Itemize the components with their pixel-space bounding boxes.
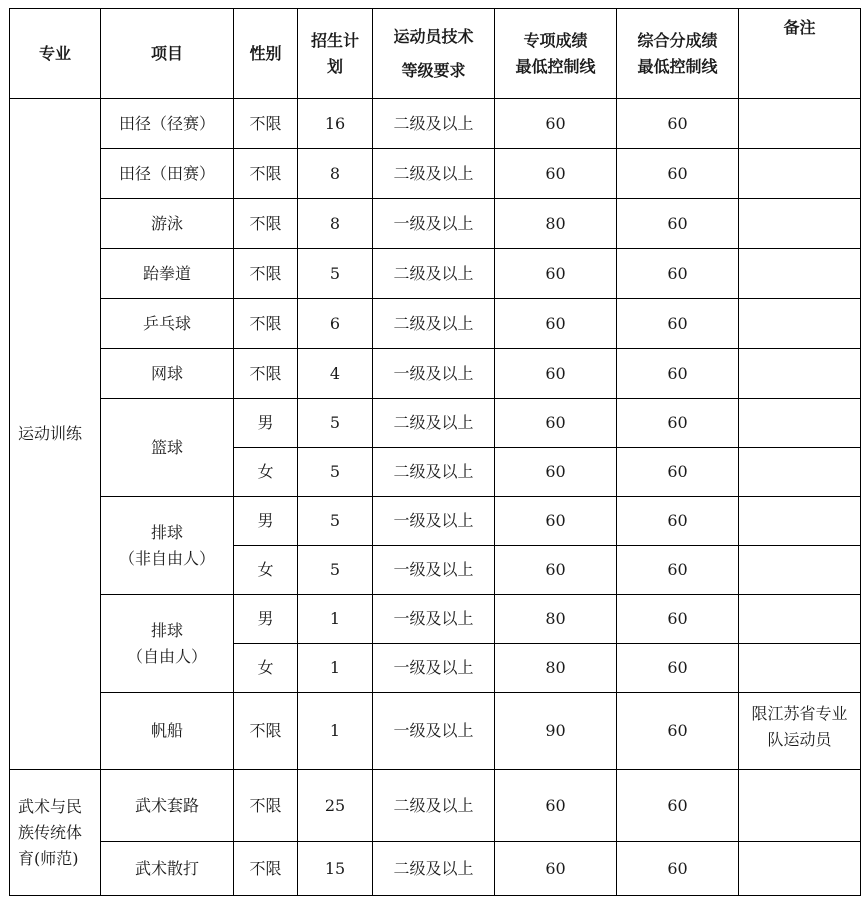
cell-project: 田径（径赛） — [101, 99, 234, 149]
table-row — [10, 770, 861, 842]
cell-remark — [739, 299, 861, 349]
header-special — [495, 9, 617, 99]
cell-gender: 男 — [234, 497, 298, 546]
cell-total: 60 — [617, 770, 739, 842]
cell-gender: 女 — [234, 644, 298, 693]
cell-level: 一级及以上 — [373, 693, 495, 770]
cell-gender: 不限 — [234, 149, 298, 199]
cell-project — [101, 497, 234, 595]
header-total-line1: 综合分成绩 — [637, 30, 718, 50]
cell-remark — [739, 595, 861, 644]
cell-plan: 8 — [298, 199, 373, 249]
major-wushu-line1: 武术与民 — [18, 796, 83, 816]
cell-project: 乒乓球 — [101, 299, 234, 349]
cell-remark — [739, 249, 861, 299]
cell-remark-line1: 限江苏省专业 — [751, 704, 848, 723]
cell-plan: 15 — [298, 842, 373, 896]
cell-special: 60 — [495, 149, 617, 199]
header-row — [10, 9, 861, 99]
cell-remark — [739, 199, 861, 249]
table-row — [10, 693, 861, 770]
cell-gender: 不限 — [234, 770, 298, 842]
cell-plan: 5 — [298, 448, 373, 497]
table-row — [10, 595, 861, 644]
cell-remark — [739, 546, 861, 595]
table-row — [10, 299, 861, 349]
cell-project: 田径（田赛） — [101, 149, 234, 199]
cell-remark — [739, 448, 861, 497]
cell-plan: 1 — [298, 693, 373, 770]
cell-level: 二级及以上 — [373, 842, 495, 896]
cell-level: 一级及以上 — [373, 199, 495, 249]
cell-special: 60 — [495, 99, 617, 149]
cell-total: 60 — [617, 644, 739, 693]
enrollment-table — [9, 8, 861, 896]
cell-project: 帆船 — [101, 693, 234, 770]
cell-plan: 1 — [298, 644, 373, 693]
cell-gender: 不限 — [234, 99, 298, 149]
cell-gender: 不限 — [234, 693, 298, 770]
cell-level: 一级及以上 — [373, 546, 495, 595]
table-row — [10, 99, 861, 149]
table-row — [10, 249, 861, 299]
cell-remark — [739, 842, 861, 896]
cell-remark — [739, 693, 861, 770]
cell-total: 60 — [617, 349, 739, 399]
cell-remark-line2: 队运动员 — [767, 730, 832, 749]
header-plan-line2: 划 — [326, 56, 343, 76]
header-level — [373, 9, 495, 99]
header-total — [617, 9, 739, 99]
cell-plan: 6 — [298, 299, 373, 349]
cell-remark — [739, 149, 861, 199]
table-row — [10, 349, 861, 399]
cell-special: 60 — [495, 399, 617, 448]
cell-total: 60 — [617, 842, 739, 896]
cell-remark — [739, 99, 861, 149]
cell-project: 跆拳道 — [101, 249, 234, 299]
cell-total: 60 — [617, 546, 739, 595]
cell-total: 60 — [617, 399, 739, 448]
header-remark: 备注 — [739, 9, 861, 99]
table-row — [10, 399, 861, 448]
cell-plan: 25 — [298, 770, 373, 842]
table-row — [10, 149, 861, 199]
cell-plan: 16 — [298, 99, 373, 149]
cell-total: 60 — [617, 199, 739, 249]
major-sports-training: 运动训练 — [10, 99, 101, 770]
header-level-line1: 运动员技术 — [393, 26, 474, 46]
cell-gender: 女 — [234, 546, 298, 595]
cell-project-line1: 排球 — [150, 620, 183, 640]
cell-total: 60 — [617, 99, 739, 149]
cell-special: 90 — [495, 693, 617, 770]
header-special-line1: 专项成绩 — [523, 30, 588, 50]
cell-level: 一级及以上 — [373, 497, 495, 546]
cell-level: 一级及以上 — [373, 349, 495, 399]
cell-special: 60 — [495, 299, 617, 349]
cell-project: 篮球 — [101, 399, 234, 497]
cell-remark — [739, 497, 861, 546]
cell-total: 60 — [617, 448, 739, 497]
cell-level: 二级及以上 — [373, 448, 495, 497]
cell-plan: 8 — [298, 149, 373, 199]
cell-special: 80 — [495, 199, 617, 249]
cell-total: 60 — [617, 693, 739, 770]
major-wushu-line3: 育(师范) — [18, 848, 79, 868]
cell-gender: 男 — [234, 399, 298, 448]
cell-level: 二级及以上 — [373, 299, 495, 349]
cell-project: 游泳 — [101, 199, 234, 249]
cell-plan: 5 — [298, 249, 373, 299]
cell-project-line1: 排球 — [150, 522, 183, 542]
cell-plan: 5 — [298, 497, 373, 546]
cell-special: 60 — [495, 546, 617, 595]
cell-total: 60 — [617, 595, 739, 644]
header-major: 专业 — [10, 9, 101, 99]
table-row — [10, 497, 861, 546]
cell-level: 二级及以上 — [373, 99, 495, 149]
cell-gender: 不限 — [234, 299, 298, 349]
cell-project-line2: （自由人） — [126, 646, 207, 666]
header-project: 项目 — [101, 9, 234, 99]
cell-remark — [739, 770, 861, 842]
cell-project-line2: （非自由人） — [118, 548, 215, 568]
cell-plan: 5 — [298, 546, 373, 595]
cell-gender: 不限 — [234, 249, 298, 299]
table-row — [10, 199, 861, 249]
cell-level: 二级及以上 — [373, 399, 495, 448]
cell-remark — [739, 644, 861, 693]
cell-special: 60 — [495, 448, 617, 497]
cell-remark — [739, 349, 861, 399]
cell-special: 60 — [495, 349, 617, 399]
cell-remark — [739, 399, 861, 448]
cell-project: 武术套路 — [101, 770, 234, 842]
cell-special: 60 — [495, 249, 617, 299]
major-wushu-line2: 族传统体 — [18, 822, 83, 842]
header-plan-line1: 招生计 — [310, 30, 359, 50]
table-row — [10, 842, 861, 896]
header-plan — [298, 9, 373, 99]
header-gender: 性别 — [234, 9, 298, 99]
cell-special: 60 — [495, 770, 617, 842]
cell-level: 一级及以上 — [373, 595, 495, 644]
cell-level: 二级及以上 — [373, 249, 495, 299]
cell-gender: 不限 — [234, 842, 298, 896]
cell-special: 80 — [495, 595, 617, 644]
cell-plan: 4 — [298, 349, 373, 399]
major-wushu — [10, 770, 101, 896]
cell-level: 一级及以上 — [373, 644, 495, 693]
cell-project: 网球 — [101, 349, 234, 399]
cell-level: 二级及以上 — [373, 149, 495, 199]
cell-total: 60 — [617, 249, 739, 299]
cell-total: 60 — [617, 149, 739, 199]
header-total-line2: 最低控制线 — [637, 56, 718, 76]
header-level-line2: 等级要求 — [401, 60, 466, 80]
cell-special: 60 — [495, 497, 617, 546]
cell-special: 80 — [495, 644, 617, 693]
cell-project — [101, 595, 234, 693]
header-special-line2: 最低控制线 — [515, 56, 596, 76]
cell-total: 60 — [617, 299, 739, 349]
cell-special: 60 — [495, 842, 617, 896]
cell-total: 60 — [617, 497, 739, 546]
cell-project: 武术散打 — [101, 842, 234, 896]
cell-gender: 不限 — [234, 199, 298, 249]
cell-plan: 1 — [298, 595, 373, 644]
cell-gender: 女 — [234, 448, 298, 497]
cell-level: 二级及以上 — [373, 770, 495, 842]
cell-gender: 男 — [234, 595, 298, 644]
cell-plan: 5 — [298, 399, 373, 448]
cell-gender: 不限 — [234, 349, 298, 399]
